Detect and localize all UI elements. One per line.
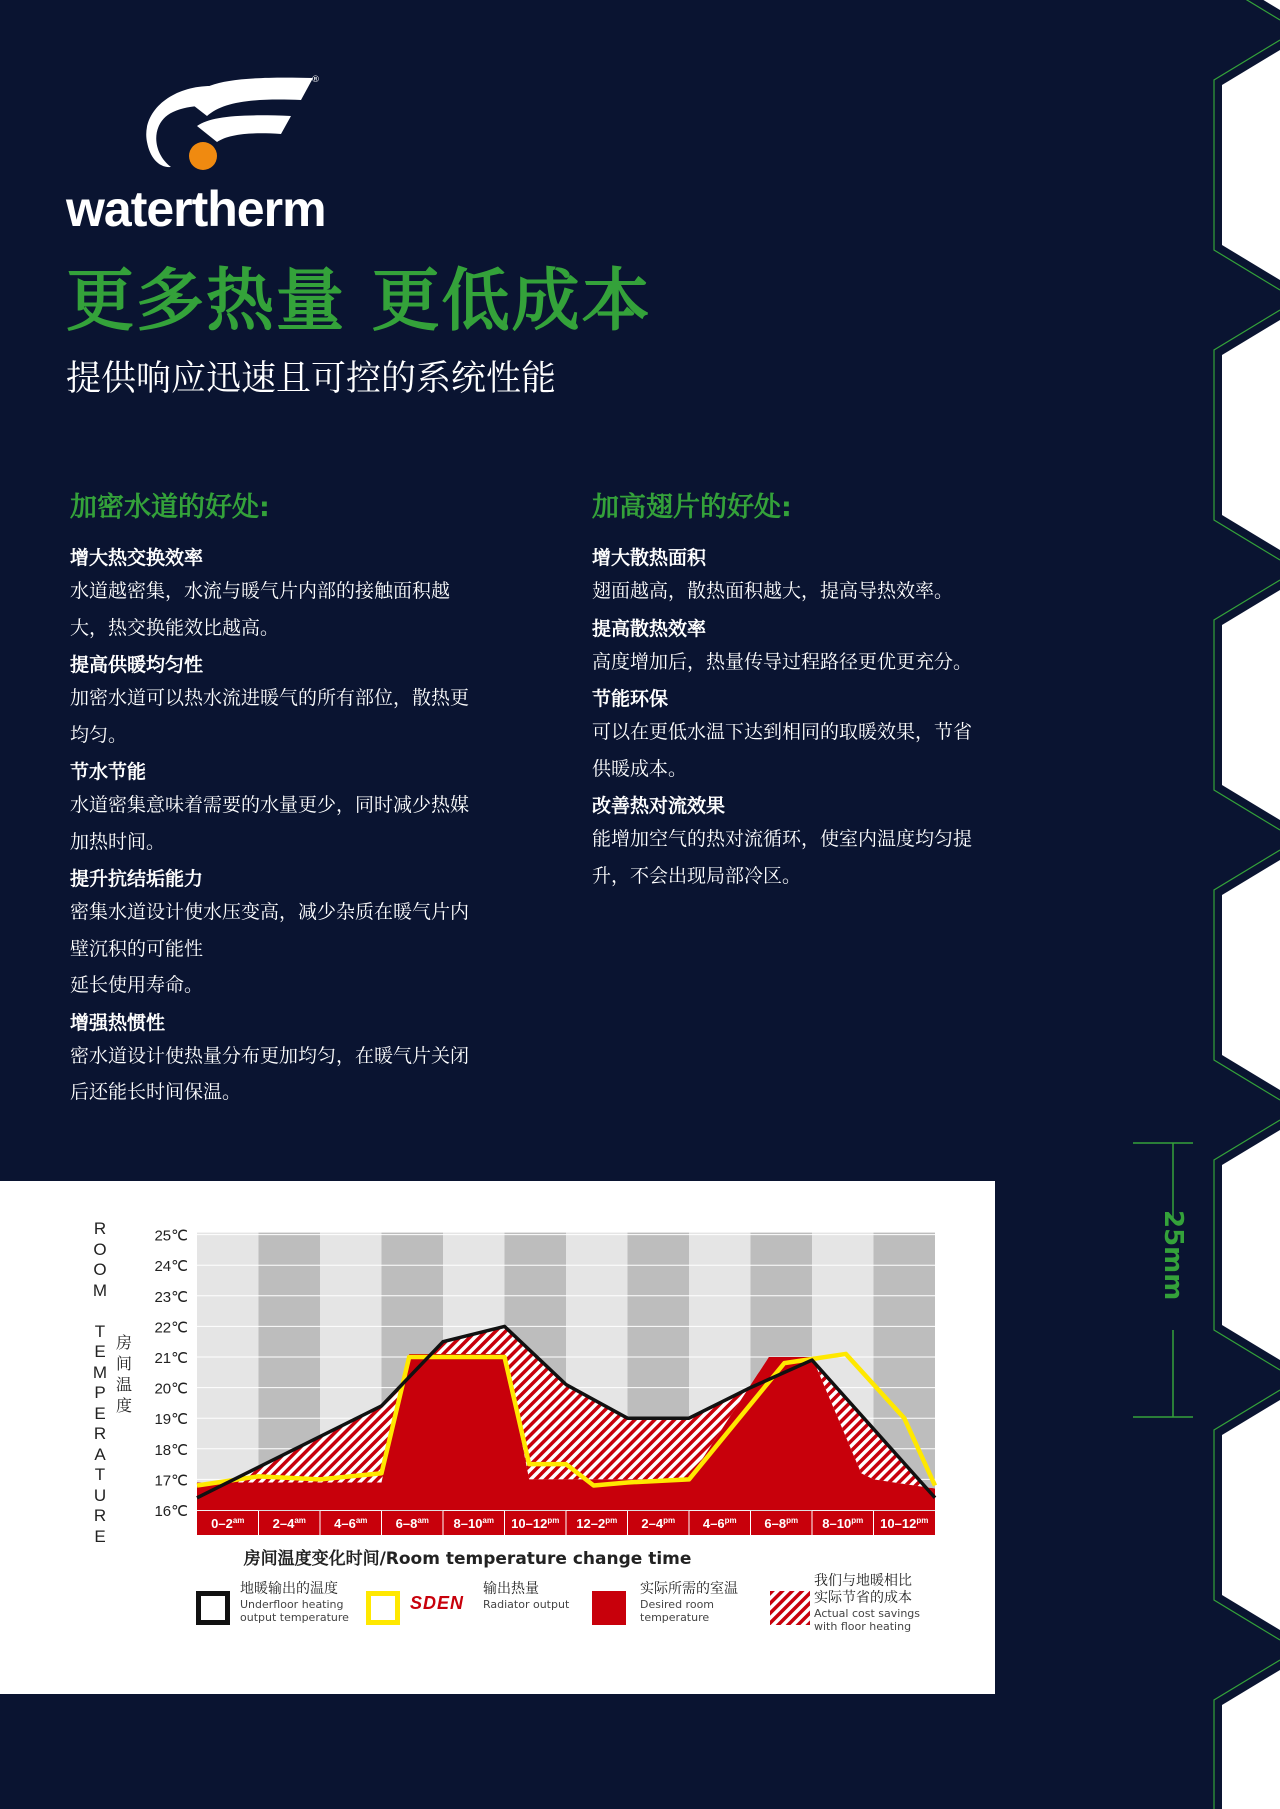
hexagon-shape	[1222, 1400, 1280, 1630]
subheadline: 提供响应迅速且可控的系统性能	[66, 359, 557, 399]
y-tick-label: 20℃	[154, 1380, 188, 1398]
legend-sub: Radiator output	[483, 1598, 570, 1611]
y-axis-letter: R	[93, 1424, 107, 1443]
benefit-item	[592, 614, 1072, 681]
legend-label: 实际节省的成本	[814, 1590, 912, 1606]
legend-swatch-red	[592, 1591, 626, 1625]
brand-logo	[66, 72, 366, 242]
hexagon-shape	[1222, 320, 1280, 550]
y-axis-char: 度	[115, 1396, 132, 1415]
y-axis-letter: E	[94, 1342, 106, 1361]
x-tick-label: $12-2^{pm}$	[576, 1516, 618, 1531]
hexagon-shape	[1222, 860, 1280, 1090]
benefit-title: 提高供暖均匀性	[70, 654, 204, 676]
headline: 更多热量 更低成本	[66, 262, 652, 341]
legend-label: 地暖输出的温度	[240, 1581, 338, 1597]
legend-swatch-black-outline	[196, 1591, 230, 1625]
benefit-item	[592, 543, 1072, 610]
legend-item-savings	[770, 1573, 950, 1643]
x-tick-label: $6-8^{pm}$	[764, 1516, 799, 1531]
legend-sub: Underfloor heating	[240, 1598, 344, 1611]
benefit-body: 密水道设计使热量分布更加均匀，在暖气片关闭 后还能长时间保温。	[70, 1044, 470, 1103]
benefit-body: 高度增加后，热量传导过程路径更优更充分。	[592, 650, 973, 673]
benefit-item	[70, 650, 550, 753]
legend-swatch-hatched	[770, 1591, 804, 1625]
y-tick-label: 19℃	[154, 1411, 188, 1429]
y-tick-label: 18℃	[154, 1441, 188, 1459]
y-axis-letter: M	[92, 1280, 108, 1300]
y-tick-label: 24℃	[154, 1258, 188, 1276]
x-tick-label: $10-12^{pm}$	[511, 1516, 560, 1531]
benefit-body: 翅面越高，散热面积越大，提高导热效率。	[592, 580, 954, 602]
x-axis-caption: 房间温度变化时间/Room temperature change time	[243, 1549, 692, 1569]
y-axis-letter: P	[94, 1383, 106, 1402]
watertherm-logo-icon	[141, 72, 321, 182]
benefit-body: 能增加空气的热对流循环，使室内温度均匀提 升，不会出现局部冷区。	[592, 828, 973, 887]
hexagon-shape	[1222, 1670, 1280, 1809]
registered-mark: ®	[311, 75, 320, 85]
y-axis-char: 房	[115, 1333, 132, 1352]
left-column-title: 加密水道的好处:	[70, 492, 270, 523]
left-benefits-column	[70, 494, 550, 1111]
hexagon-shape	[1222, 1130, 1280, 1360]
benefit-title: 增强热惯性	[70, 1011, 166, 1034]
x-tick-label: $8-10^{pm}$	[822, 1516, 864, 1531]
benefit-body: 水道越密集，水流与暖气片内部的接触面积越 大，热交换能效比越高。	[70, 580, 451, 639]
x-tick-label: $2-4^{pm}$	[641, 1516, 676, 1531]
legend-item-desired	[592, 1581, 762, 1651]
benefit-body: 可以在更低水温下达到相同的取暖效果，节省 供暖成本。	[592, 721, 973, 780]
temperature-chart-panel	[0, 1181, 995, 1694]
y-tick-label: 21℃	[154, 1350, 188, 1367]
legend-sub: with floor heating	[814, 1620, 912, 1633]
y-axis-label-en	[86, 1219, 114, 1547]
y-axis-letter	[86, 1301, 114, 1322]
x-tick-label: $10-12^{pm}$	[880, 1516, 929, 1531]
right-column-title: 加高翅片的好处:	[592, 492, 792, 523]
y-axis-letter: T	[94, 1465, 106, 1484]
y-axis-letter: O	[93, 1239, 107, 1259]
benefit-item	[592, 684, 1072, 787]
benefit-title: 增大散热面积	[592, 547, 707, 569]
x-tick-label: $6-8^{am}$	[395, 1516, 429, 1531]
x-tick-label: $0-2^{am}$	[211, 1516, 245, 1531]
y-tick-label: 16℃	[154, 1503, 188, 1520]
benefit-item	[70, 543, 550, 646]
benefit-title: 改善热对流效果	[592, 795, 726, 817]
legend-sub: Desired room	[640, 1598, 715, 1611]
y-tick-label: 22℃	[154, 1319, 188, 1337]
benefit-item	[70, 1008, 550, 1111]
legend-item-sden	[366, 1581, 576, 1651]
x-tick-label: $4-6^{am}$	[334, 1516, 368, 1531]
benefit-title: 节能环保	[592, 688, 669, 710]
y-axis-letter: E	[94, 1526, 106, 1546]
x-tick-label: $8-10^{am}$	[453, 1516, 494, 1531]
y-axis-letter: A	[94, 1444, 106, 1464]
right-benefits-column	[592, 494, 1072, 894]
legend-label: 我们与地暖相比	[814, 1573, 912, 1589]
hexagon-shape	[1222, 50, 1280, 280]
benefit-item	[70, 757, 550, 860]
y-axis-letter: U	[93, 1485, 107, 1505]
legend-swatch-yellow-outline	[366, 1591, 400, 1625]
benefit-title: 增大热交换效率	[70, 547, 204, 569]
y-tick-label: 23℃	[154, 1288, 188, 1306]
y-axis-letter: R	[93, 1219, 107, 1238]
y-axis-letter: E	[94, 1403, 106, 1423]
y-axis-letter: O	[93, 1260, 107, 1279]
legend-item-underfloor	[196, 1581, 366, 1651]
brand-name: watertherm	[66, 181, 326, 237]
legend-label: 输出热量	[483, 1581, 539, 1597]
hexagon-shape	[1222, 590, 1280, 820]
legend-label: 实际所需的室温	[640, 1581, 738, 1597]
legend-sub: Actual cost savings	[814, 1607, 920, 1620]
y-axis-char: 温	[115, 1375, 132, 1394]
benefit-body: 加密水道可以热水流进暖气的所有部位，散热更 均匀。	[70, 687, 470, 746]
benefit-title: 提升抗结垢能力	[70, 868, 204, 890]
dimension-label: 25mm	[1158, 1210, 1188, 1301]
legend-sub: output temperature	[240, 1611, 349, 1624]
x-tick-label: $2-4^{am}$	[272, 1516, 306, 1531]
y-axis-letter: T	[94, 1321, 106, 1341]
legend-sub: temperature	[640, 1611, 710, 1624]
benefit-body: 密集水道设计使水压变高，减少杂质在暖气片内 壁沉积的可能性 延长使用寿命。	[70, 901, 470, 996]
benefit-item	[70, 864, 550, 1004]
hexagon-shape	[1222, 0, 1280, 10]
y-axis-letter: M	[92, 1362, 108, 1382]
x-tick-label: $4-6^{pm}$	[702, 1516, 737, 1531]
y-tick-label: 25℃	[154, 1227, 188, 1245]
y-axis-letter: R	[93, 1506, 107, 1525]
benefit-item	[592, 791, 1072, 894]
y-tick-label: 17℃	[154, 1472, 188, 1490]
sden-brand-logo: SDEN	[410, 1593, 465, 1613]
y-axis-char: 间	[115, 1354, 132, 1373]
benefit-body: 水道密集意味着需要的水量更少，同时减少热媒 加热时间。	[70, 794, 470, 853]
benefit-title: 提高散热效率	[592, 617, 707, 640]
y-axis-label-cn	[113, 1332, 135, 1416]
benefit-title: 节水节能	[70, 761, 147, 783]
